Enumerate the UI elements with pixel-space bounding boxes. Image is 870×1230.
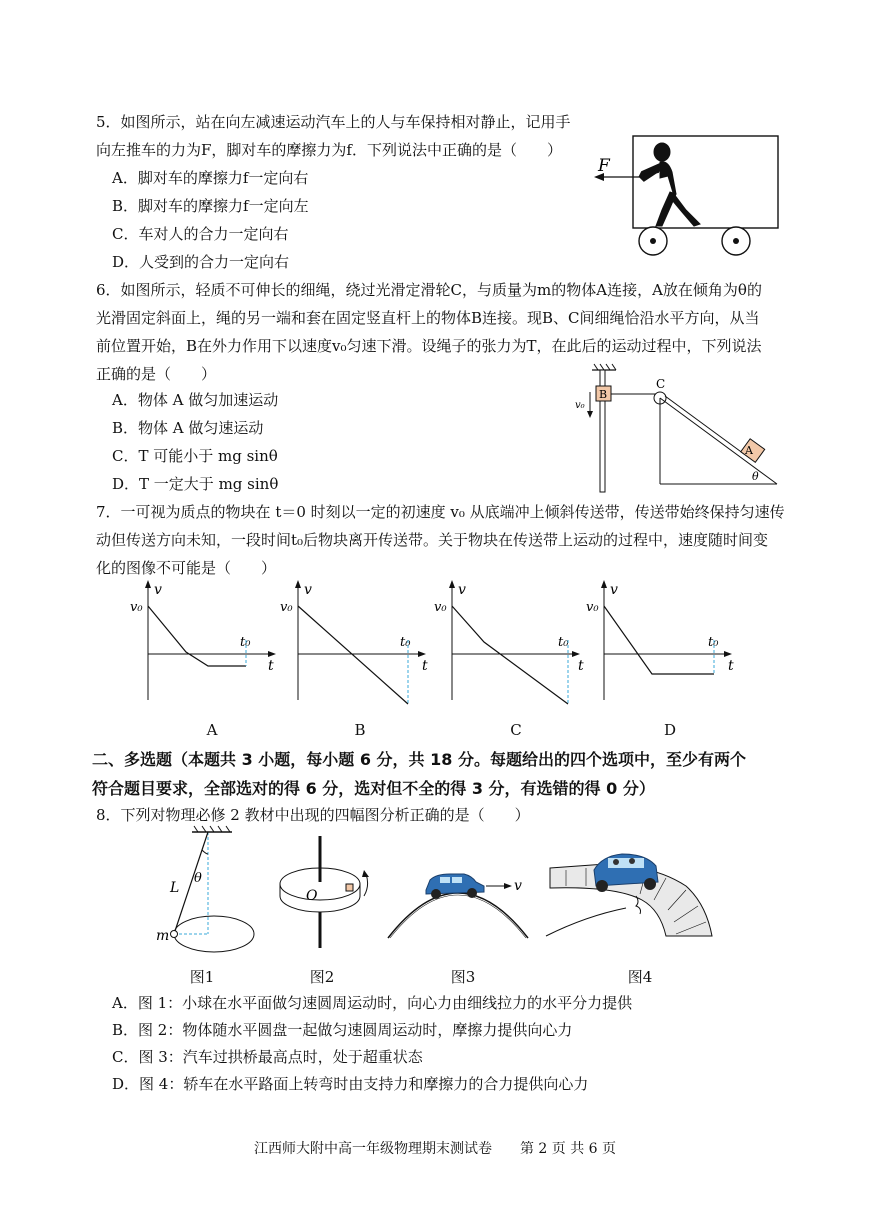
svg-text:t: t xyxy=(578,658,584,674)
q8-caption-fig3: 图3 xyxy=(450,968,476,986)
q5-figure-cart xyxy=(590,132,790,262)
q8-figure-4-turning-car xyxy=(546,846,716,936)
q8-stem-line-1: 8．下列对物理必修 2 教材中出现的四幅图分析正确的是（ ） xyxy=(96,806,530,824)
q7-stem-line-2: 动但传送方向未知，一段时间t₀后物块离开传送带。关于物块在传送带上运动的过程中，速度随时间变 xyxy=(96,531,769,549)
graph-d-curve xyxy=(604,606,714,674)
svg-text:v₀: v₀ xyxy=(434,600,447,615)
svg-text:v: v xyxy=(304,582,312,598)
q8-option-d: D．图 4：轿车在水平路面上转弯时由支持力和摩擦力的合力提供向心力 xyxy=(112,1075,589,1093)
section-2-heading-line-2: 符合题目要求，全部选对的得 6 分，选对但不全的得 3 分，有选错的得 0 分） xyxy=(92,779,655,798)
q8-figure-1-conical-pendulum xyxy=(150,826,260,961)
q7-graph-b xyxy=(278,580,438,710)
svg-text:v: v xyxy=(514,878,522,894)
q5-option-b: B．脚对车的摩擦力f一定向左 xyxy=(112,197,309,215)
svg-text:v₀: v₀ xyxy=(280,600,293,615)
q7-stem-line-1: 7．一可视为质点的物块在 t＝0 时刻以一定的初速度 v₀ 从底端冲上倾斜传送带，传送带始终保持匀速传 xyxy=(96,503,785,521)
person-silhouette xyxy=(640,143,700,226)
graph-b-curve xyxy=(298,606,408,704)
graph-a-curve xyxy=(148,606,246,666)
velocity-label: v₀ xyxy=(575,400,585,411)
q7-caption-b: B xyxy=(354,721,366,739)
block-b-label: B xyxy=(599,388,608,401)
q7-caption-d: D xyxy=(663,721,677,739)
svg-text:v: v xyxy=(458,582,466,598)
page-footer: 江西师大附中高一年级物理期末测试卷 第 2 页 共 6 页 xyxy=(253,1141,617,1157)
q6-option-a: A．物体 A 做匀加速运动 xyxy=(112,391,279,409)
q6-stem-line-2: 光滑固定斜面上，绳的另一端和套在固定竖直杆上的物体B连接。现B、C间细绳恰沿水平方向，从当 xyxy=(96,309,760,327)
q7-graph-d xyxy=(584,580,744,710)
section-2-heading-line-1: 二、多选题（本题共 3 小题，每小题 6 分，共 18 分。每题给出的四个选项中，至少有两个 xyxy=(92,750,746,769)
force-label: F xyxy=(598,156,610,176)
svg-text:m: m xyxy=(156,928,170,944)
q8-caption-fig2: 图2 xyxy=(309,968,335,986)
svg-text:L: L xyxy=(170,880,180,896)
q5-option-c: C．车对人的合力一定向右 xyxy=(112,225,289,243)
q5-stem-line-1: 5．如图所示，站在向左减速运动汽车上的人与车保持相对静止，记用手 xyxy=(96,113,571,131)
svg-text:v: v xyxy=(154,582,162,598)
q8-caption-fig4: 图4 xyxy=(627,968,653,986)
q8-figure-2-rotating-disc xyxy=(268,832,378,952)
q7-caption-a: A xyxy=(206,721,218,739)
q6-stem-line-1: 6．如图所示，轻质不可伸长的细绳，绕过光滑定滑轮C，与质量为m的物体A连接，A放在倾角为θ的 xyxy=(96,281,762,299)
svg-text:v₀: v₀ xyxy=(130,600,143,615)
svg-text:t: t xyxy=(268,658,274,674)
graph-c-curve xyxy=(452,606,568,704)
q5-option-d: D．人受到的合力一定向右 xyxy=(112,253,290,271)
svg-text:t: t xyxy=(422,658,428,674)
q8-option-b: B．图 2：物体随水平圆盘一起做匀速圆周运动时，摩擦力提供向心力 xyxy=(112,1021,573,1039)
q6-stem-line-3: 前位置开始，B在外力作用下以速度v₀匀速下滑。设绳子的张力为T，在此后的运动过程中，下列说法 xyxy=(96,337,762,355)
svg-text:t: t xyxy=(728,658,734,674)
svg-text:t₀: t₀ xyxy=(708,635,719,650)
q6-option-b: B．物体 A 做匀速运动 xyxy=(112,419,264,437)
q8-caption-fig1: 图1 xyxy=(189,968,215,986)
q5-stem-line-2: 向左推车的力为F，脚对车的摩擦力为f．下列说法中正确的是（ ） xyxy=(96,141,562,159)
svg-text:t₀: t₀ xyxy=(240,635,251,650)
q6-figure-incline xyxy=(572,362,782,492)
svg-text:v: v xyxy=(610,582,618,598)
block-a-label: A xyxy=(745,444,753,457)
q7-stem-line-3: 化的图像不可能是（ ） xyxy=(96,559,277,577)
svg-text:t₀: t₀ xyxy=(400,635,411,650)
svg-text:θ: θ xyxy=(194,871,202,886)
q8-option-c: C．图 3：汽车过拱桥最高点时，处于超重状态 xyxy=(112,1048,423,1066)
q6-option-c: C．T 可能小于 mg sinθ xyxy=(112,447,278,465)
pulley-label: C xyxy=(656,377,666,391)
q8-figure-3-arch-bridge xyxy=(384,846,534,946)
q6-option-d: D．T 一定大于 mg sinθ xyxy=(112,475,279,493)
svg-text:t₀: t₀ xyxy=(558,635,569,650)
q7-caption-c: C xyxy=(510,721,522,739)
q7-graph-a xyxy=(128,580,288,710)
q7-graph-c xyxy=(432,580,592,710)
svg-text:v₀: v₀ xyxy=(586,600,599,615)
angle-label: θ xyxy=(752,470,759,483)
svg-text:O: O xyxy=(306,888,318,904)
q8-option-a: A．图 1：小球在水平面做匀速圆周运动时，向心力由细线拉力的水平分力提供 xyxy=(112,994,633,1012)
q6-stem-line-4: 正确的是（ ） xyxy=(96,365,217,383)
q5-option-a: A．脚对车的摩擦力f一定向右 xyxy=(112,169,309,187)
